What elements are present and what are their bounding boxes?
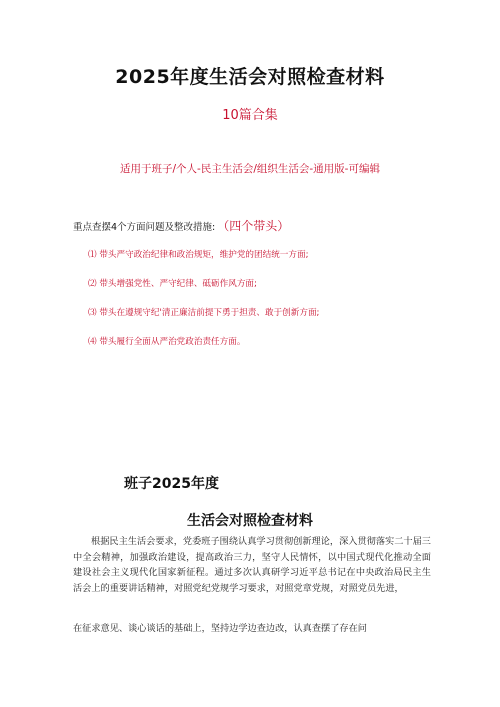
document-title-line-2: 生活会对照检查材料	[187, 513, 313, 529]
focus-heading-text: 重点查摆4个方面问题及整改措施:	[73, 222, 216, 233]
document-title-line-1: 班子2025年度	[124, 476, 219, 492]
cover-subtitle: 10篇合集	[222, 108, 278, 123]
focus-point-1: ⑴ 带头严守政治纪律和政治规矩，维护党的团结统一方面;	[88, 250, 309, 260]
body-paragraph-2: 在征求意见、谈心谈话的基础上，坚持边学边查边改，认真查摆了存在问	[73, 623, 367, 634]
focus-point-3: ⑶ 带头在遵规守纪'清正廉洁前提下勇于担责、敢于创新方面;	[88, 308, 320, 318]
cover-title: 2025年度生活会对照检查材料	[115, 66, 385, 88]
focus-point-4: ⑷ 带头履行全面从严治党政治责任方面。	[88, 337, 246, 347]
focus-points-list	[88, 249, 428, 365]
focus-heading	[73, 217, 433, 234]
focus-heading-tag: （四个带头）	[217, 219, 290, 233]
applicability-note: 适用于班子/个人-民主生活会/组织生活会-通用版-可编辑	[120, 163, 380, 175]
body-paragraph-1: 根据民主生活会要求，党委班子围绕认真学习贯彻创新理论，深入贯彻落实二十届三中全会精神，加强政治建设，提高政治三力，坚守人民情怀，以中国式现代化推动全面建设社会主义现代化国家新征程。通过多次认真研学习近平总书记在中央政治局民主生活会上的重要讲话精神，对照党纪党规学习要求，对照党章党规，对照党员先进，	[73, 536, 431, 594]
focus-point-2: ⑵ 带头增强党性、严守纪律、砥砺作风方面;	[88, 279, 257, 289]
